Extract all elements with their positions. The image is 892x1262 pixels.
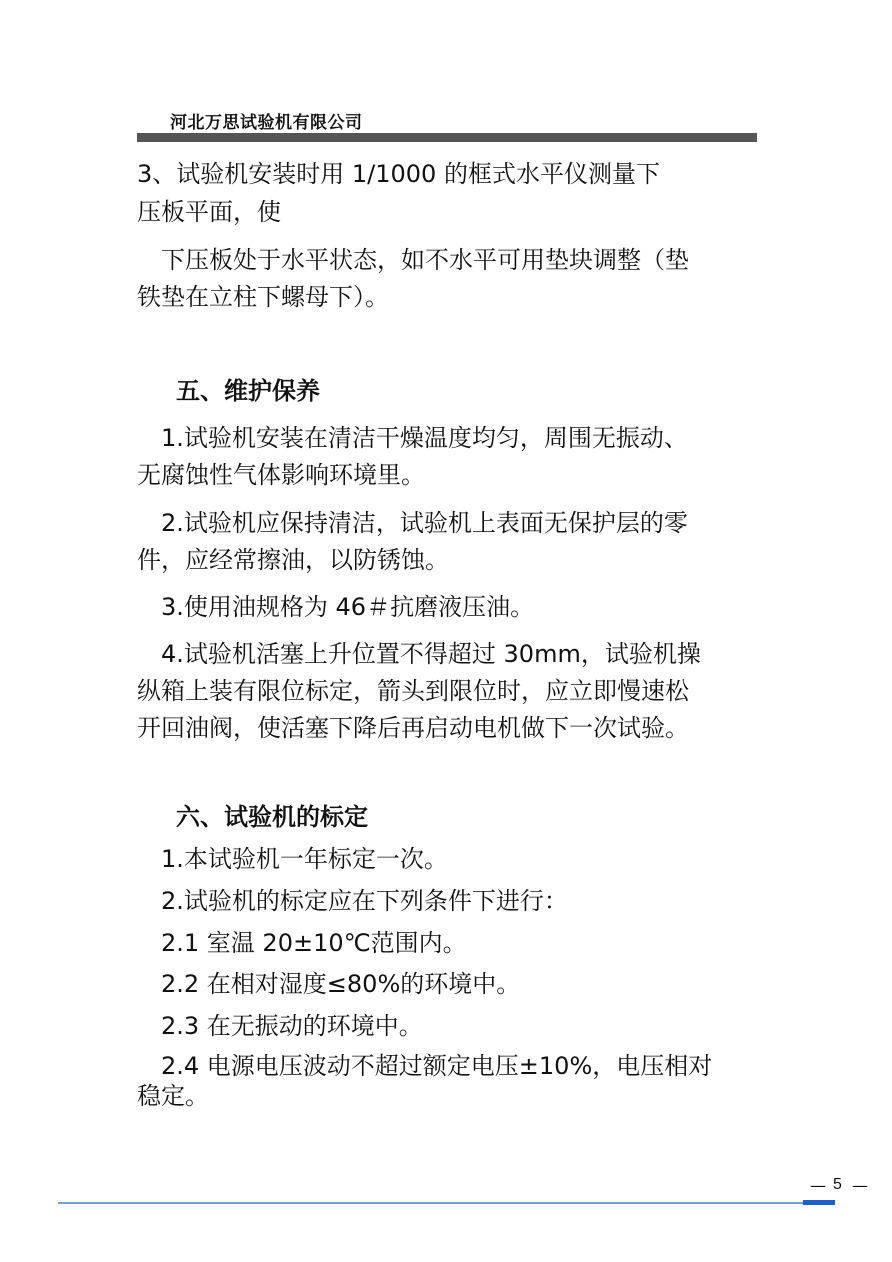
- company-name: 河北万思试验机有限公司: [170, 113, 363, 133]
- footer-dash-left: —: [810, 1176, 826, 1195]
- s6-item-2: 2.试验机的标定应在下列条件下进行：: [137, 887, 568, 915]
- s5-item-1-line-2: 无腐蚀性气体影响环境里。: [137, 461, 425, 489]
- section-5-title: 五、维护保养: [176, 377, 320, 405]
- para-3-line-1: 3、试验机安装时用 1/1000 的框式水平仪测量下: [137, 160, 660, 188]
- s6-item-1: 1.本试验机一年标定一次。: [137, 845, 448, 873]
- footer-rule: [58, 1202, 808, 1204]
- para-3b-line-1: 下压板处于水平状态，如不水平可用垫块调整（垫: [137, 246, 689, 274]
- s5-item-3: 3.使用油规格为 46＃抗磨液压油。: [137, 593, 535, 621]
- s5-item-2-line-1: 2.试验机应保持清洁，试验机上表面无保护层的零: [137, 509, 688, 537]
- header-rule: [137, 133, 757, 142]
- s6-item-2-3: 2.3 在无振动的环境中。: [137, 1012, 423, 1040]
- footer-dash-right: —: [852, 1176, 868, 1195]
- section-6-title: 六、试验机的标定: [176, 803, 368, 831]
- s6-item-2-1: 2.1 室温 20±10℃范围内。: [137, 929, 467, 957]
- s6-item-2-4-line-1: 2.4 电源电压波动不超过额定电压±10%，电压相对: [137, 1052, 713, 1080]
- footer-accent-bar: [803, 1200, 835, 1205]
- s5-item-4-line-2: 纵箱上装有限位标定，箭头到限位时，应立即慢速松: [137, 677, 689, 705]
- s5-item-1-line-1: 1.试验机安装在清洁干燥温度均匀，周围无振动、: [137, 424, 688, 452]
- s5-item-2-line-2: 件，应经常擦油，以防锈蚀。: [137, 546, 449, 574]
- s6-item-2-2: 2.2 在相对湿度≤80%的环境中。: [137, 970, 521, 998]
- para-3-line-2: 压板平面，使: [137, 198, 281, 226]
- para-3b-line-2: 铁垫在立柱下螺母下）。: [137, 283, 389, 311]
- s6-item-2-4-line-2: 稳定。: [137, 1082, 209, 1110]
- s5-item-4-line-1: 4.试验机活塞上升位置不得超过 30mm，试验机操: [137, 640, 701, 668]
- s5-item-4-line-3: 开回油阀，使活塞下降后再启动电机做下一次试验。: [137, 714, 689, 742]
- page-number: 5: [833, 1176, 842, 1193]
